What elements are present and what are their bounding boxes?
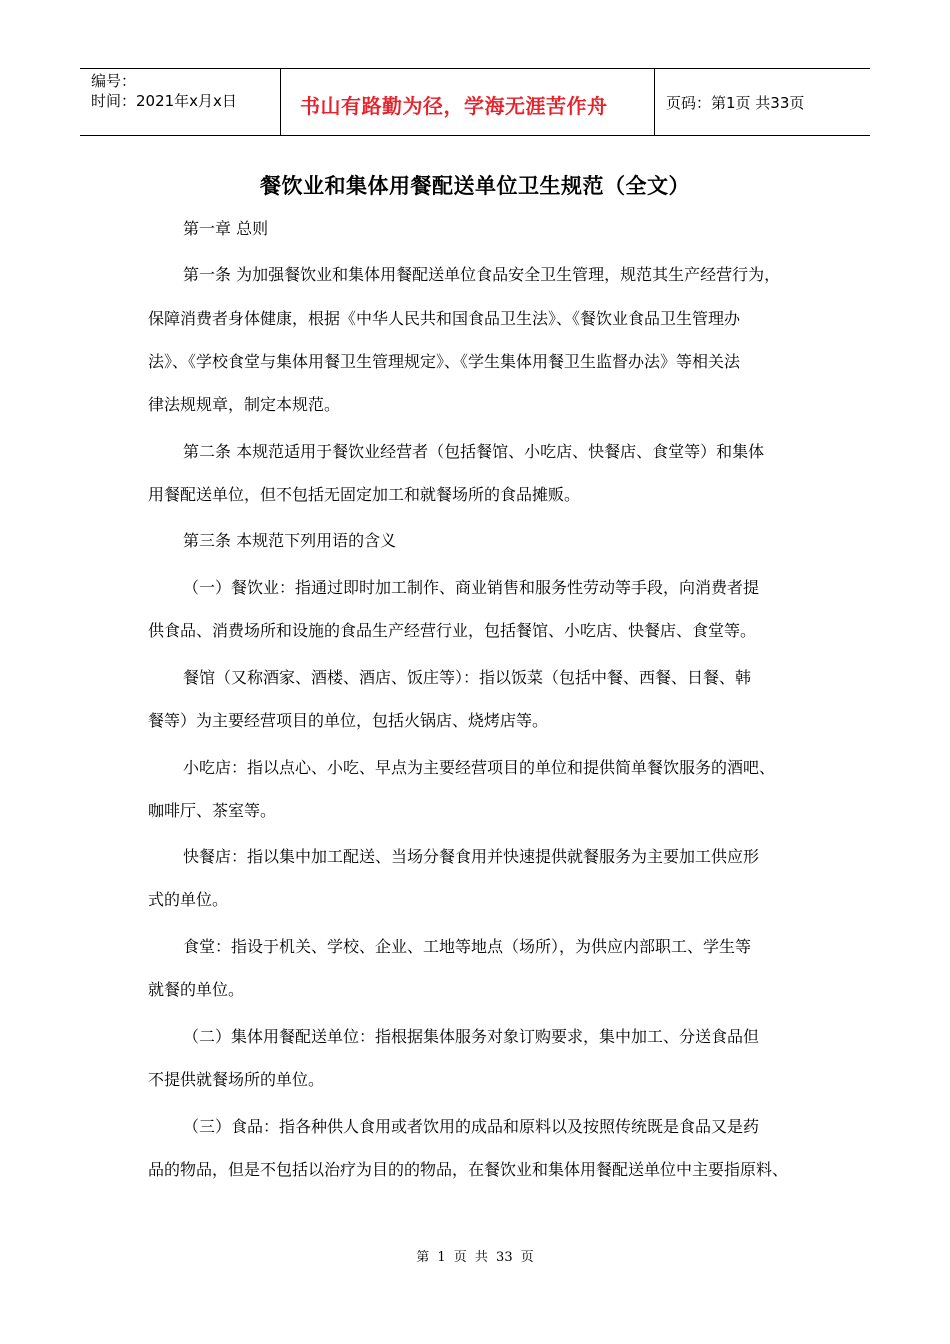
header-page-cell [655,69,870,135]
motto-text: 书山有路勤为径，学海无涯苦作舟 [300,94,608,118]
paragraph-line: 品的物品，但是不包括以治疗为目的的物品，在餐饮业和集体用餐配送单位中主要指原料、 [148,1160,789,1179]
paragraph-line: 食堂：指设于机关、学校、企业、工地等地点（场所），为供应内部职工、学生等 [183,937,752,956]
header-table [80,68,870,136]
paragraph-line: 咖啡厅、茶室等。 [148,801,277,820]
paragraph-line: 供食品、消费场所和设施的食品生产经营行业，包括餐馆、小吃店、快餐店、食堂等。 [148,621,757,640]
paragraph-line: 法》、《学校食堂与集体用餐卫生管理规定》、《学生集体用餐卫生监督办法》等相关法 [148,352,741,371]
document-title: 餐饮业和集体用餐配送单位卫生规范（全文） [260,174,690,198]
serial-label: 编号： [91,72,137,90]
paragraph-line: 不提供就餐场所的单位。 [148,1070,325,1089]
paragraph-line: （二）集体用餐配送单位：指根据集体服务对象订购要求，集中加工、分送食品但 [183,1027,760,1046]
paragraph-line: 就餐的单位。 [148,980,245,999]
paragraph-line: 餐等）为主要经营项目的单位，包括火锅店、烧烤店等。 [148,711,549,730]
paragraph-line: 第三条 本规范下列用语的含义 [183,531,397,550]
paragraph-line: 餐馆（又称酒家、酒楼、酒店、饭庄等）：指以饭菜（包括中餐、西餐、日餐、韩 [183,668,752,687]
paragraph-line: 快餐店：指以集中加工配送、当场分餐食用并快速提供就餐服务为主要加工供应形 [183,847,760,866]
paragraph-line: 第一条 为加强餐饮业和集体用餐配送单位食品安全卫生管理，规范其生产经营行为， [183,265,781,284]
header-motto-cell [281,69,655,135]
paragraph-line: （一）餐饮业：指通过即时加工制作、商业销售和服务性劳动等手段，向消费者提 [183,578,760,597]
page-footer: 第 1 页 共 33 页 [416,1250,534,1265]
paragraph-line: （三）食品：指各种供人食用或者饮用的成品和原料以及按照传统既是食品又是药 [183,1117,760,1136]
paragraph-line: 第二条 本规范适用于餐饮业经营者（包括餐馆、小吃店、快餐店、食堂等）和集体 [183,442,765,461]
paragraph-line: 律法规规章，制定本规范。 [148,395,341,414]
paragraph-line: 式的单位。 [148,890,229,909]
chapter-heading: 第一章 总则 [183,219,269,238]
paragraph-line: 保障消费者身体健康，根据《中华人民共和国食品卫生法》、《餐饮业食品卫生管理办 [148,309,741,328]
header-meta-cell [80,69,281,135]
date-label: 时间：2021年x月x日 [91,92,237,110]
paragraph-line: 用餐配送单位，但不包括无固定加工和就餐场所的食品摊贩。 [148,485,581,504]
paragraph-line: 小吃店：指以点心、小吃、早点为主要经营项目的单位和提供简单餐饮服务的酒吧、 [183,758,776,777]
page-info: 页码：第1页 共33页 [666,93,805,112]
